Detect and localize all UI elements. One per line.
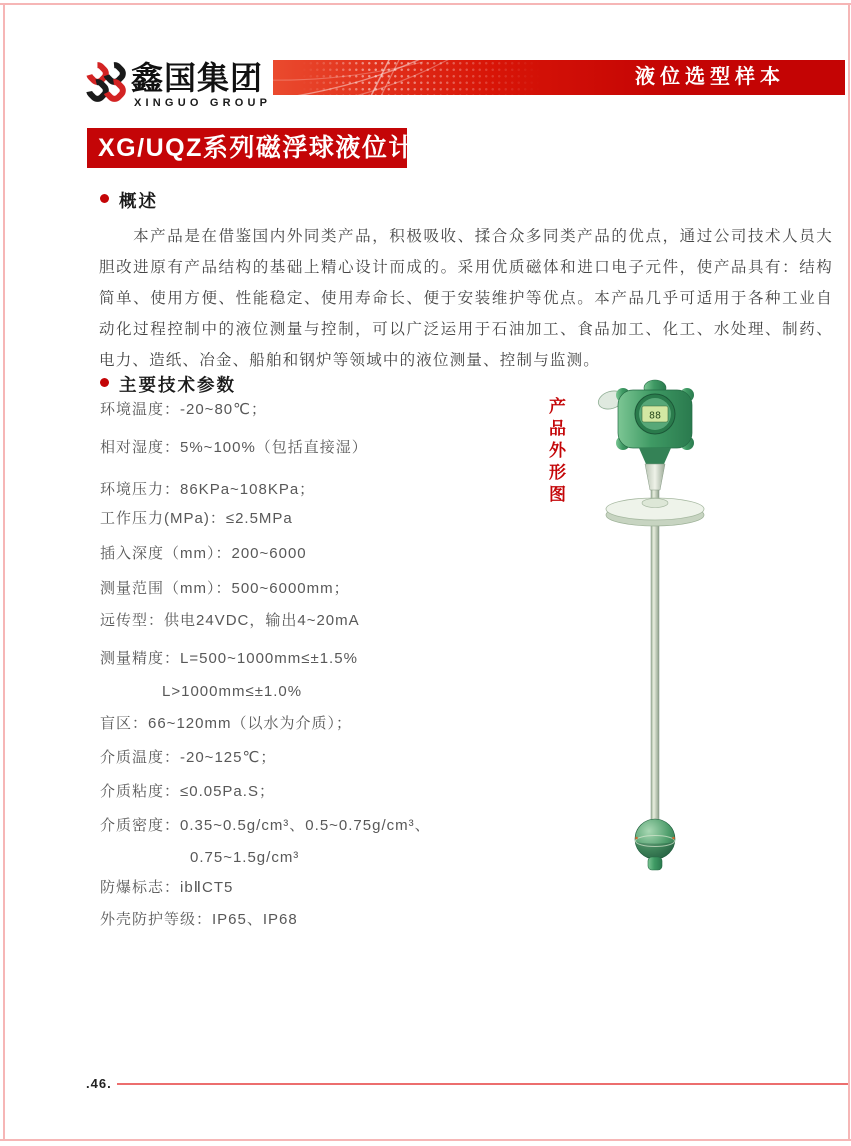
parameters-list [100,402,560,946]
page-number: .46. [86,1076,112,1091]
bullet-icon [100,194,109,203]
page-border-left [3,3,5,1141]
param-medium-density-line2: 0.75~1.5g/cm³ [190,849,300,866]
product-outline-drawing [555,368,755,888]
param-medium-viscosity: 介质粘度：≤0.05Pa.S； [100,783,275,800]
param-medium-density-line1: 介质密度：0.35~0.5g/cm³、0.5~0.75g/cm³、 [100,817,431,834]
param-remote-type: 远传型：供电24VDC，输出4~20mA [100,612,360,629]
page-border-right [848,3,850,1141]
xinguo-logo-icon [83,58,129,106]
float-ball [635,819,675,870]
param-working-pressure: 工作压力(MPa)：≤2.5MPa [100,510,293,527]
param-ambient-pressure: 环境压力：86KPa~108KPa； [100,481,316,498]
param-accuracy-line2: L>1000mm≤±1.0% [162,683,303,700]
param-dead-zone: 盲区：66~120mm（以水为介质）； [100,715,352,732]
header-banner [273,60,845,95]
lcd-display [635,394,675,434]
param-ambient-temperature: 环境温度：-20~80℃； [100,401,267,418]
bullet-icon [100,378,109,387]
param-accuracy-line1: 测量精度：L=500~1000mm≤±1.5% [100,650,358,667]
page-title: XG/UQZ系列磁浮球液位计 [87,128,407,168]
company-name-latin: XINGUO GROUP [134,97,272,109]
transmitter-head [596,380,694,490]
end-cap [648,857,662,870]
param-enclosure-protection: 外壳防护等级：IP65、IP68 [100,911,298,928]
svg-text:88: 88 [648,410,662,422]
param-medium-temperature: 介质温度：-20~125℃； [100,749,277,766]
param-relative-humidity: 相对湿度：5%~100%（包括直接湿） [100,439,368,456]
parameters-heading: 主要技术参数 [119,375,236,395]
param-measuring-range: 测量范围（mm）：500~6000mm； [100,580,350,597]
stem-tube [651,488,659,822]
page-border-bottom [0,1139,851,1141]
overview-heading: 概述 [119,191,158,211]
company-name: 鑫国集团 [131,60,264,96]
mounting-flange [606,498,704,526]
footer-rule [117,1083,848,1085]
banner-title: 液位选型样本 [635,66,785,88]
page-border-top [0,3,851,5]
param-explosion-proof-mark: 防爆标志：ibⅡCT5 [100,879,234,896]
figure-caption: 产品外形图 [546,397,565,507]
overview-paragraph: 本产品是在借鉴国内外同类产品，积极吸收、揉合众多同类产品的优点，通过公司技术人员大胆改进原有产品结构的基础上精心设计而成的。采用优质磁体和进口电子元件，使产品具有：结构简单、使用方便、性能稳定、使用寿命长、便于安装维护等优点。本产品几乎可适用于各种工业自动化过程控制中的液位测量与控制，可以广泛运用于石油加工、食品加工、化工、水处理、制药、电力、造纸、冶金、船舶和钢炉等领域中的液位测量、控制与监测。 [99,228,833,369]
param-insertion-depth: 插入深度（mm）：200~6000 [100,545,307,562]
